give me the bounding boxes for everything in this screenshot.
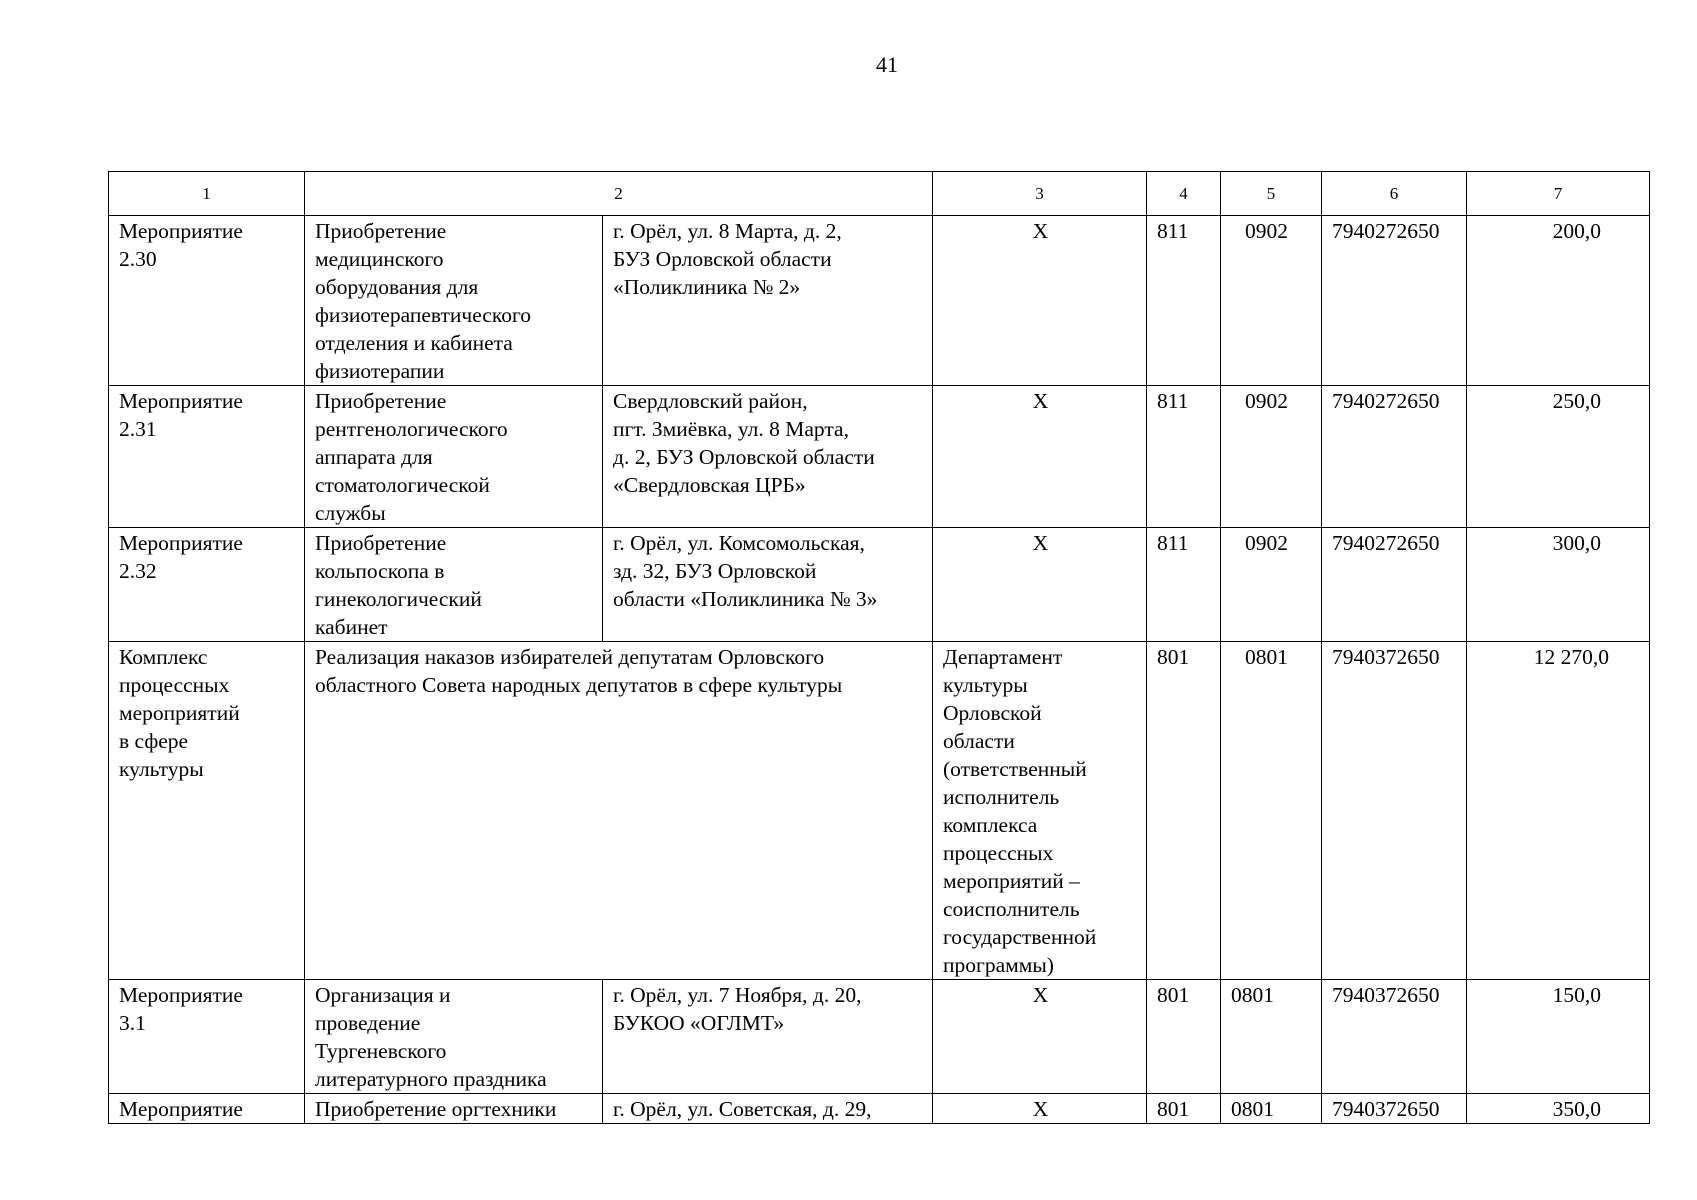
table-row [109, 528, 1650, 642]
measure-name: Организация и проведение Тургеневского литературного праздника [305, 980, 603, 1094]
section-cell: 0801 [1221, 642, 1322, 980]
header-cell: 1 [109, 172, 305, 216]
measure-label: Мероприятие 2.31 [109, 386, 305, 528]
responsible-cell: Х [933, 528, 1147, 642]
measure-name: Приобретение медицинского оборудования для физиотерапевтического отделения и кабинета физиотерапии [305, 216, 603, 386]
amount-cell: 300,0 [1467, 528, 1650, 642]
measure-label: Мероприятие 3.1 [109, 980, 305, 1094]
code-cell: 811 [1147, 386, 1221, 528]
target-cell: 7940372650 [1322, 980, 1467, 1094]
code-cell: 811 [1147, 216, 1221, 386]
budget-table [108, 171, 1650, 1124]
header-cell: 6 [1322, 172, 1467, 216]
measure-label: Мероприятие 2.30 [109, 216, 305, 386]
measure-address: г. Орёл, ул. 7 Ноября, д. 20, БУКОО «ОГЛМТ» [603, 980, 933, 1094]
code-cell: 801 [1147, 642, 1221, 980]
target-cell: 7940372650 [1322, 642, 1467, 980]
amount-cell: 350,0 [1467, 1094, 1650, 1124]
section-cell: 0801 [1221, 980, 1322, 1094]
complex-label: Комплекс процессных мероприятий в сфере культуры [109, 642, 305, 980]
table-header-row [109, 172, 1650, 216]
table-row [109, 386, 1650, 528]
code-cell: 801 [1147, 980, 1221, 1094]
page-number: 41 [876, 52, 898, 77]
amount-cell: 200,0 [1467, 216, 1650, 386]
code-cell: 811 [1147, 528, 1221, 642]
section-cell: 0902 [1221, 386, 1322, 528]
code-cell: 801 [1147, 1094, 1221, 1124]
responsible-cell: Х [933, 1094, 1147, 1124]
target-cell: 7940272650 [1322, 216, 1467, 386]
target-cell: 7940372650 [1322, 1094, 1467, 1124]
header-cell: 7 [1467, 172, 1650, 216]
target-cell: 7940272650 [1322, 386, 1467, 528]
table-row [109, 1094, 1650, 1124]
section-cell: 0801 [1221, 1094, 1322, 1124]
section-cell: 0902 [1221, 216, 1322, 386]
measure-address: Свердловский район, пгт. Змиёвка, ул. 8 Марта, д. 2, БУЗ Орловской области «Свердловская ЦРБ» [603, 386, 933, 528]
amount-cell: 12 270,0 [1467, 642, 1650, 980]
measure-label: Мероприятие 2.32 [109, 528, 305, 642]
responsible-cell: Х [933, 386, 1147, 528]
amount-cell: 150,0 [1467, 980, 1650, 1094]
complex-name: Реализация наказов избирателей депутатам Орловского областного Совета народных депутатов в сфере культуры [305, 642, 933, 980]
responsible-cell: Департамент культуры Орловской области (ответственный исполнитель комплекса процессных мероприятий – соисполнитель государственной программы) [933, 642, 1147, 980]
measure-name: Приобретение рентгенологического аппарата для стоматологической службы [305, 386, 603, 528]
section-cell: 0902 [1221, 528, 1322, 642]
responsible-cell: Х [933, 216, 1147, 386]
measure-label: Мероприятие [109, 1094, 305, 1124]
responsible-cell: Х [933, 980, 1147, 1094]
measure-address: г. Орёл, ул. Комсомольская, зд. 32, БУЗ Орловской области «Поликлиника № 3» [603, 528, 933, 642]
target-cell: 7940272650 [1322, 528, 1467, 642]
measure-address: г. Орёл, ул. Советская, д. 29, [603, 1094, 933, 1124]
header-cell: 2 [305, 172, 933, 216]
header-cell: 5 [1221, 172, 1322, 216]
table-row [109, 642, 1650, 980]
measure-name: Приобретение кольпоскопа в гинекологический кабинет [305, 528, 603, 642]
table-row [109, 216, 1650, 386]
header-cell: 3 [933, 172, 1147, 216]
header-cell: 4 [1147, 172, 1221, 216]
table-row [109, 980, 1650, 1094]
measure-address: г. Орёл, ул. 8 Марта, д. 2, БУЗ Орловской области «Поликлиника № 2» [603, 216, 933, 386]
amount-cell: 250,0 [1467, 386, 1650, 528]
measure-name: Приобретение оргтехники [305, 1094, 603, 1124]
